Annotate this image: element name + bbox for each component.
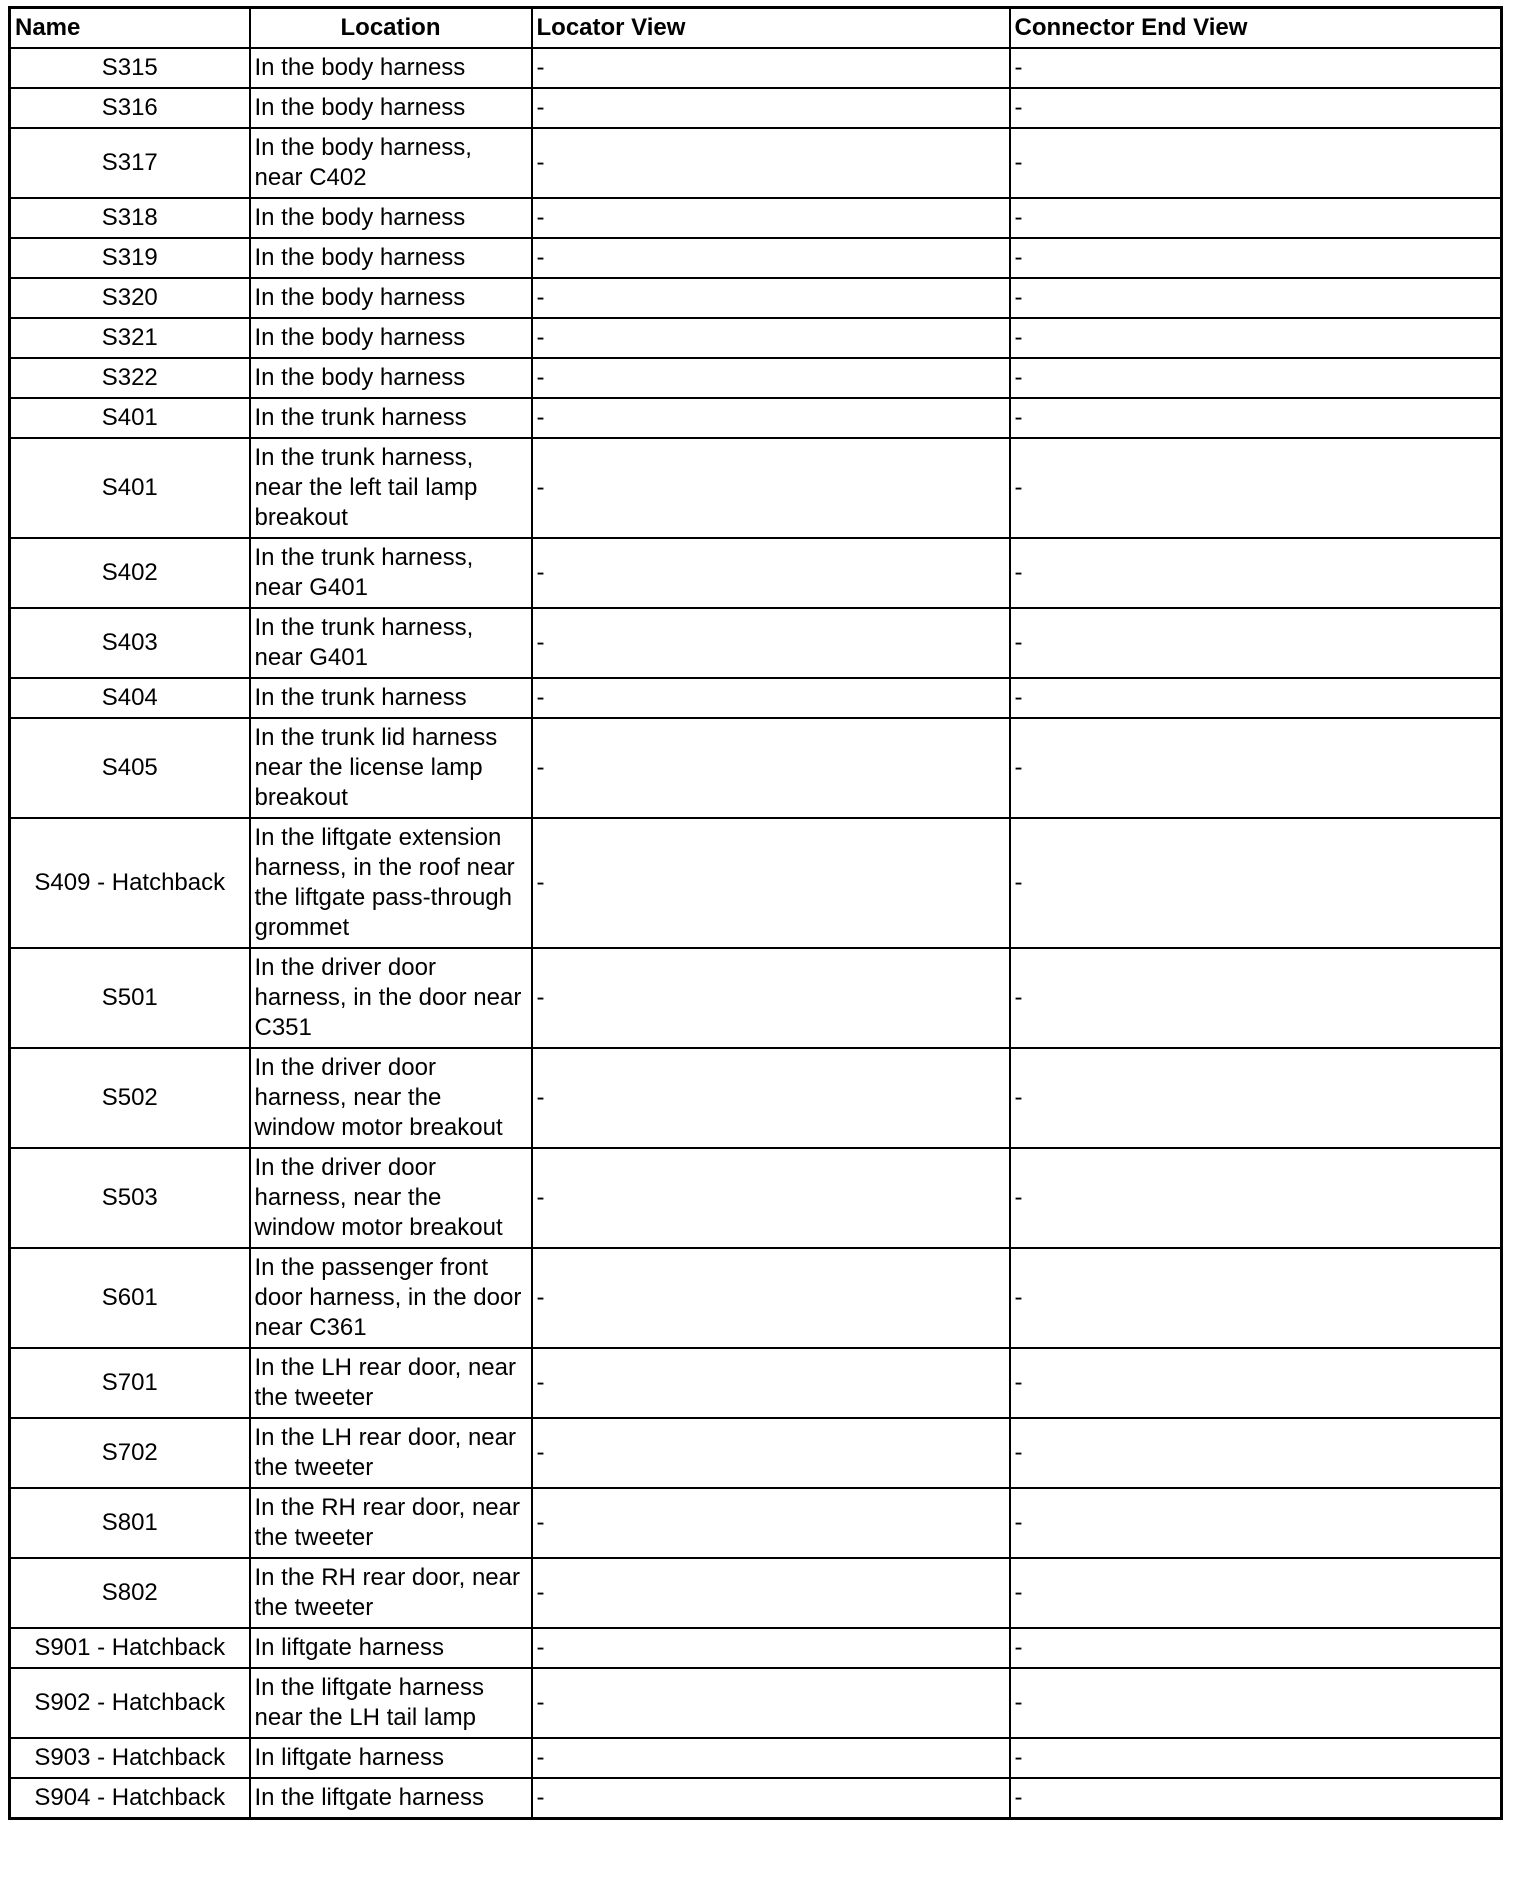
cell-location: In the body harness <box>250 198 532 238</box>
cell-locator-view: - <box>532 818 1010 948</box>
splice-location-table <box>8 6 1503 1820</box>
cell-locator-view: - <box>532 1348 1010 1418</box>
cell-location: In liftgate harness <box>250 1628 532 1668</box>
cell-connector-end-view: - <box>1010 88 1502 128</box>
cell-connector-end-view: - <box>1010 1558 1502 1628</box>
cell-name: S315 <box>10 48 250 88</box>
cell-connector-end-view: - <box>1010 608 1502 678</box>
cell-locator-view: - <box>532 278 1010 318</box>
cell-name: S601 <box>10 1248 250 1348</box>
cell-name: S801 <box>10 1488 250 1558</box>
table-row <box>10 128 1502 198</box>
table-row <box>10 88 1502 128</box>
cell-location: In the body harness, near C402 <box>250 128 532 198</box>
cell-locator-view: - <box>532 538 1010 608</box>
cell-location: In the trunk harness, near G401 <box>250 538 532 608</box>
cell-name: S503 <box>10 1148 250 1248</box>
cell-location: In the body harness <box>250 278 532 318</box>
cell-name: S401 <box>10 398 250 438</box>
cell-connector-end-view: - <box>1010 1418 1502 1488</box>
table-row <box>10 678 1502 718</box>
cell-name: S404 <box>10 678 250 718</box>
header-locator-view: Locator View <box>532 8 1010 49</box>
cell-name: S316 <box>10 88 250 128</box>
table-header-row <box>10 8 1502 49</box>
table-row <box>10 948 1502 1048</box>
table-row <box>10 1628 1502 1668</box>
cell-connector-end-view: - <box>1010 538 1502 608</box>
cell-locator-view: - <box>532 1488 1010 1558</box>
cell-location: In the body harness <box>250 88 532 128</box>
table-row <box>10 1738 1502 1778</box>
cell-name: S322 <box>10 358 250 398</box>
cell-location: In the LH rear door, near the tweeter <box>250 1348 532 1418</box>
table-row <box>10 1488 1502 1558</box>
cell-connector-end-view: - <box>1010 948 1502 1048</box>
header-name: Name <box>10 8 250 49</box>
table-row <box>10 1148 1502 1248</box>
cell-locator-view: - <box>532 1738 1010 1778</box>
cell-connector-end-view: - <box>1010 678 1502 718</box>
cell-locator-view: - <box>532 318 1010 358</box>
cell-location: In the liftgate harness near the LH tail lamp <box>250 1668 532 1738</box>
cell-locator-view: - <box>532 128 1010 198</box>
table-row <box>10 718 1502 818</box>
cell-locator-view: - <box>532 88 1010 128</box>
header-location: Location <box>250 8 532 49</box>
cell-locator-view: - <box>532 1418 1010 1488</box>
cell-connector-end-view: - <box>1010 1148 1502 1248</box>
cell-name: S317 <box>10 128 250 198</box>
cell-connector-end-view: - <box>1010 398 1502 438</box>
cell-locator-view: - <box>532 1558 1010 1628</box>
cell-name: S502 <box>10 1048 250 1148</box>
table-row <box>10 818 1502 948</box>
cell-connector-end-view: - <box>1010 1348 1502 1418</box>
cell-locator-view: - <box>532 48 1010 88</box>
table-row <box>10 398 1502 438</box>
cell-locator-view: - <box>532 1628 1010 1668</box>
cell-location: In the body harness <box>250 318 532 358</box>
table-row <box>10 1048 1502 1148</box>
cell-name: S702 <box>10 1418 250 1488</box>
table-row <box>10 538 1502 608</box>
cell-connector-end-view: - <box>1010 1248 1502 1348</box>
cell-locator-view: - <box>532 358 1010 398</box>
cell-connector-end-view: - <box>1010 1668 1502 1738</box>
cell-connector-end-view: - <box>1010 1778 1502 1819</box>
cell-locator-view: - <box>532 1248 1010 1348</box>
cell-location: In the LH rear door, near the tweeter <box>250 1418 532 1488</box>
cell-locator-view: - <box>532 1048 1010 1148</box>
cell-location: In the RH rear door, near the tweeter <box>250 1558 532 1628</box>
table-row <box>10 238 1502 278</box>
cell-name: S902 - Hatchback <box>10 1668 250 1738</box>
cell-name: S903 - Hatchback <box>10 1738 250 1778</box>
cell-location: In the body harness <box>250 238 532 278</box>
cell-location: In the driver door harness, near the window motor breakout <box>250 1048 532 1148</box>
cell-name: S319 <box>10 238 250 278</box>
cell-connector-end-view: - <box>1010 1488 1502 1558</box>
cell-locator-view: - <box>532 1148 1010 1248</box>
table-row <box>10 278 1502 318</box>
cell-location: In the liftgate extension harness, in the roof near the liftgate pass-through grommet <box>250 818 532 948</box>
cell-connector-end-view: - <box>1010 1738 1502 1778</box>
table-body <box>10 48 1502 1819</box>
table-row <box>10 608 1502 678</box>
cell-location: In the driver door harness, in the door near C351 <box>250 948 532 1048</box>
cell-name: S409 - Hatchback <box>10 818 250 948</box>
cell-connector-end-view: - <box>1010 358 1502 398</box>
cell-connector-end-view: - <box>1010 1048 1502 1148</box>
cell-location: In the trunk harness, near the left tail lamp breakout <box>250 438 532 538</box>
cell-name: S403 <box>10 608 250 678</box>
cell-locator-view: - <box>532 398 1010 438</box>
cell-connector-end-view: - <box>1010 278 1502 318</box>
cell-locator-view: - <box>532 438 1010 538</box>
cell-connector-end-view: - <box>1010 48 1502 88</box>
cell-locator-view: - <box>532 1778 1010 1819</box>
table-row <box>10 438 1502 538</box>
cell-name: S318 <box>10 198 250 238</box>
cell-name: S401 <box>10 438 250 538</box>
cell-location: In the body harness <box>250 48 532 88</box>
cell-connector-end-view: - <box>1010 238 1502 278</box>
cell-connector-end-view: - <box>1010 318 1502 358</box>
cell-name: S320 <box>10 278 250 318</box>
table-row <box>10 1248 1502 1348</box>
cell-name: S321 <box>10 318 250 358</box>
table-row <box>10 1348 1502 1418</box>
cell-locator-view: - <box>532 678 1010 718</box>
cell-location: In the body harness <box>250 358 532 398</box>
header-connector-end-view: Connector End View <box>1010 8 1502 49</box>
cell-location: In the liftgate harness <box>250 1778 532 1819</box>
table-row <box>10 48 1502 88</box>
cell-location: In the trunk harness <box>250 678 532 718</box>
table-row <box>10 358 1502 398</box>
cell-locator-view: - <box>532 718 1010 818</box>
cell-location: In the passenger front door harness, in the door near C361 <box>250 1248 532 1348</box>
cell-name: S901 - Hatchback <box>10 1628 250 1668</box>
cell-locator-view: - <box>532 948 1010 1048</box>
cell-location: In the trunk harness <box>250 398 532 438</box>
cell-locator-view: - <box>532 238 1010 278</box>
cell-name: S405 <box>10 718 250 818</box>
cell-location: In liftgate harness <box>250 1738 532 1778</box>
cell-name: S802 <box>10 1558 250 1628</box>
cell-connector-end-view: - <box>1010 818 1502 948</box>
cell-connector-end-view: - <box>1010 1628 1502 1668</box>
cell-connector-end-view: - <box>1010 718 1502 818</box>
cell-name: S501 <box>10 948 250 1048</box>
cell-name: S904 - Hatchback <box>10 1778 250 1819</box>
cell-name: S402 <box>10 538 250 608</box>
table-row <box>10 1778 1502 1819</box>
cell-connector-end-view: - <box>1010 128 1502 198</box>
cell-locator-view: - <box>532 198 1010 238</box>
cell-location: In the trunk lid harness near the license lamp breakout <box>250 718 532 818</box>
cell-connector-end-view: - <box>1010 438 1502 538</box>
table-row <box>10 318 1502 358</box>
cell-location: In the trunk harness, near G401 <box>250 608 532 678</box>
table-row <box>10 1668 1502 1738</box>
table-row <box>10 1558 1502 1628</box>
cell-location: In the RH rear door, near the tweeter <box>250 1488 532 1558</box>
cell-locator-view: - <box>532 608 1010 678</box>
cell-location: In the driver door harness, near the window motor breakout <box>250 1148 532 1248</box>
table-row <box>10 198 1502 238</box>
table-row <box>10 1418 1502 1488</box>
cell-locator-view: - <box>532 1668 1010 1738</box>
cell-name: S701 <box>10 1348 250 1418</box>
cell-connector-end-view: - <box>1010 198 1502 238</box>
